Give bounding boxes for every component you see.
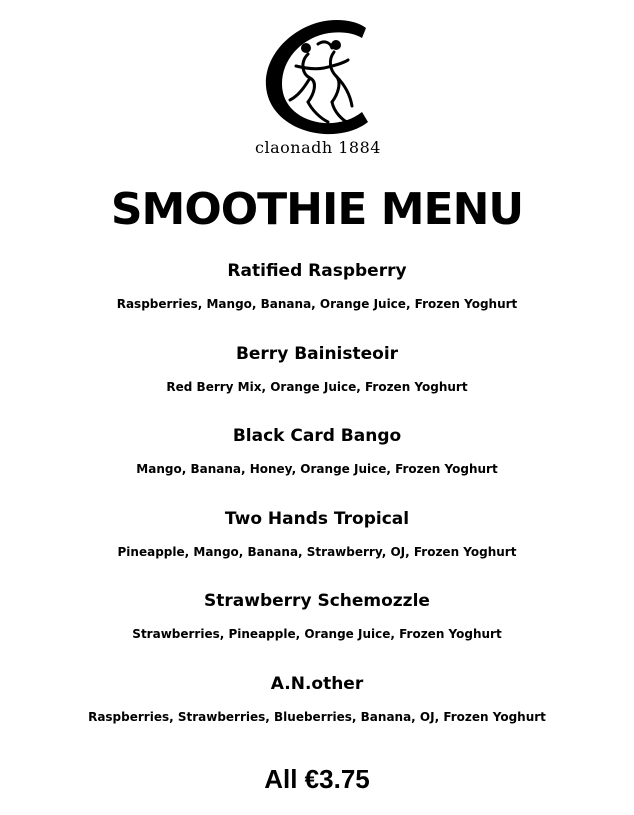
menu-item-ingredients: Raspberries, Strawberries, Blueberries, Banana, OJ, Frozen Yoghurt bbox=[88, 710, 546, 724]
menu-item bbox=[0, 673, 634, 725]
club-logo bbox=[238, 14, 398, 160]
menu-title: SMOOTHIE MENU bbox=[110, 184, 524, 235]
menu-item-ingredients: Red Berry Mix, Orange Juice, Frozen Yoghurt bbox=[166, 380, 468, 394]
menu-item-ingredients: Strawberries, Pineapple, Orange Juice, Frozen Yoghurt bbox=[132, 627, 502, 641]
price-label: All €3.75 bbox=[264, 764, 370, 794]
menu-item bbox=[0, 508, 634, 560]
menu-item bbox=[0, 590, 634, 642]
menu-item bbox=[0, 343, 634, 395]
menu-item-name: Black Card Bango bbox=[232, 426, 402, 446]
menu-item-ingredients: Mango, Banana, Honey, Orange Juice, Frozen Yoghurt bbox=[136, 462, 498, 476]
menu-item bbox=[0, 425, 634, 477]
menu-item-ingredients: Raspberries, Mango, Banana, Orange Juice, Frozen Yoghurt bbox=[116, 297, 518, 311]
menu-item-name: Berry Bainisteoir bbox=[235, 344, 399, 364]
logo-text: claonadh 1884 bbox=[255, 138, 381, 157]
menu-item-name: Strawberry Schemozzle bbox=[204, 591, 430, 611]
menu-item-name: Ratified Raspberry bbox=[227, 261, 407, 281]
menu-item-name: Two Hands Tropical bbox=[224, 509, 410, 529]
menu-item bbox=[0, 260, 634, 312]
menu-item-name: A.N.other bbox=[270, 674, 364, 694]
celtic-c-dancer-icon bbox=[238, 14, 398, 138]
menu-item-ingredients: Pineapple, Mango, Banana, Strawberry, OJ, Frozen Yoghurt bbox=[117, 545, 517, 559]
